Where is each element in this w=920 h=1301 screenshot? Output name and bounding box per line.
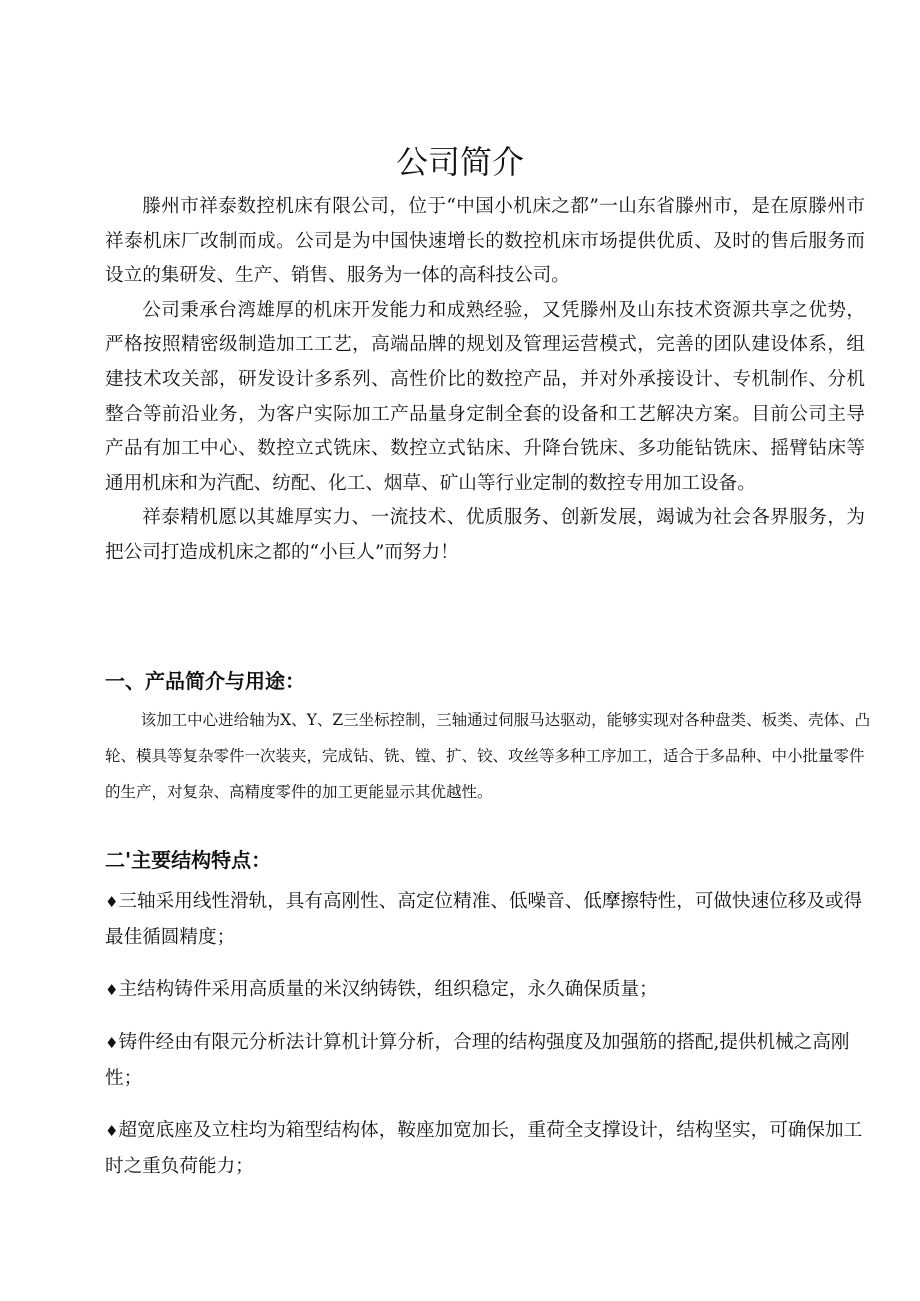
section-heading-product: 一、产品简介与用途：	[105, 669, 305, 693]
list-item	[105, 884, 865, 955]
list-item	[105, 1113, 865, 1184]
section-heading-structure: 二'主要结构特点：	[105, 848, 272, 872]
feature-list	[105, 884, 865, 1201]
diamond-bullet-icon: ♦	[105, 893, 119, 911]
page-title: 公司简介	[395, 143, 524, 181]
list-item	[105, 972, 865, 1008]
feature-text: 超宽底座及立柱均为箱型结构体，鞍座加宽加长，重荷全支撑设计，结构坚实，可确保加工时之重负荷能力；	[105, 1120, 863, 1177]
feature-text: 三轴采用线性滑轨，具有高刚性、高定位精准、低噪音、低摩擦特性，可做快速位移及或得最佳循圆精度；	[105, 891, 863, 948]
intro-paragraph: 祥泰精机愿以其雄厚实力、一流技术、优质服务、创新发展，竭诚为社会各界服务，为把公司打造成机床之都的“小巨人”而努力！	[105, 507, 865, 563]
feature-text: 铸件经由有限元分析法计算机计算分析，合理的结构强度及加强筋的搭配,提供机械之高刚性；	[105, 1032, 850, 1089]
diamond-bullet-icon: ♦	[105, 1122, 119, 1140]
intro-paragraph: 滕州市祥泰数控机床有限公司，位于“中国小机床之都”一山东省滕州市，是在原滕州市祥泰机床厂改制而成。公司是为中国快速增长的数控机床市场提供优质、及时的售后服务而设立的集研发、生产、销售、服务为一体的高科技公司。	[105, 196, 865, 287]
intro-paragraph: 公司秉承台湾雄厚的机床开发能力和成熟经验，又凭滕州及山东技术资源共享之优势，严格按照精密级制造加工工艺，高端品牌的规划及管理运营模式，完善的团队建设体系，组建技术攻关部，研发设计多系列、高性价比的数控产品，并对外承接设计、专机制作、分机整合等前沿业务，为客户实际加工产品量身定制全套的设备和工艺解决方案。目前公司主导产品有加工中心、数控立式铣床、数控立式钻床、升降台铣床、多功能钻铣床、摇臂钻床等通用机床和为汽配、纺配、化工、烟草、矿山等行业定制的数控专用加工设备。	[105, 299, 865, 494]
diamond-bullet-icon: ♦	[105, 981, 119, 999]
diamond-bullet-icon: ♦	[105, 1034, 119, 1052]
feature-text: 主结构铸件采用高质量的米汉纳铸铁，组织稳定，永久确保质量；	[118, 979, 658, 1000]
product-description: 该加工中心进给轴为X、Y、Z三坐标控制，三轴通过伺服马达驱动，能够实现对各种盘类、板类、壳体、凸轮、模具等复杂零件一次装夹，完成钻、铣、镗、扩、铰、攻丝等多种工序加工，适合于多品种、中小批量零件的生产，对复杂、高精度零件的加工更能显示其优越性。	[105, 711, 871, 801]
company-intro	[105, 190, 865, 571]
list-item	[105, 1025, 865, 1096]
